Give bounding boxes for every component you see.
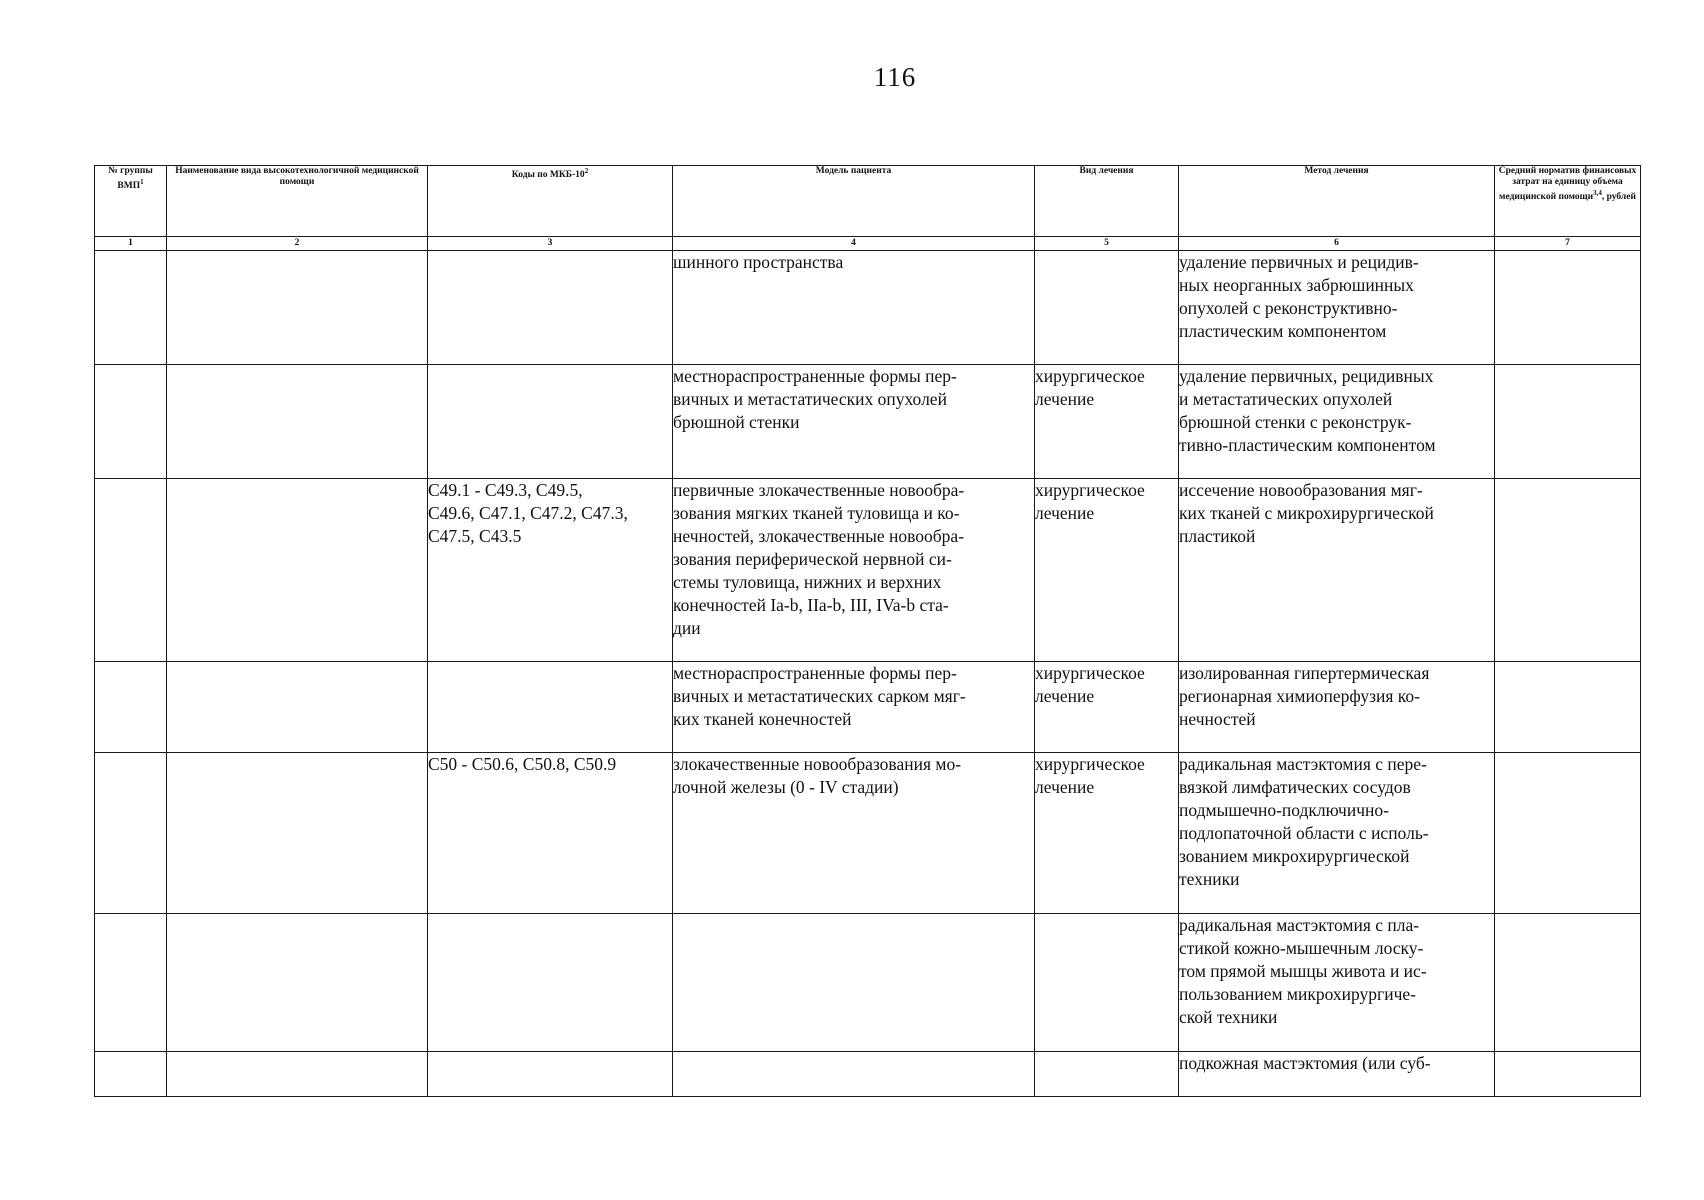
icd-codes-cell <box>428 365 673 479</box>
group-number-cell <box>95 365 167 479</box>
cost-standard-cell <box>1495 1052 1641 1097</box>
care-type-cell <box>167 1052 428 1097</box>
text-line: C47.5, C43.5 <box>428 526 522 546</box>
patient-model-cell <box>673 1052 1035 1097</box>
table-row <box>95 479 1641 662</box>
text-line: лечение <box>1035 777 1095 797</box>
care-type-cell <box>167 479 428 662</box>
treatment-type-cell <box>1035 251 1179 365</box>
text-line: пользованием микрохирургиче- <box>1179 984 1416 1004</box>
column-number: 1 <box>95 237 167 251</box>
treatment-type-cell <box>1035 662 1179 753</box>
icd-codes-cell <box>428 914 673 1052</box>
treatment-method-cell <box>1179 479 1495 662</box>
treatment-type-cell <box>1035 914 1179 1052</box>
text-line: подмышечно-подключично- <box>1179 800 1389 820</box>
text-line: первичные злокачественные новообра- <box>673 480 965 500</box>
text-line: C49.1 - C49.3, C49.5, <box>428 480 583 500</box>
text-line: и метастатических опухолей <box>1179 389 1393 409</box>
text-line: нечностей, злокачественные новообра- <box>673 526 965 546</box>
column-number-row <box>95 237 1641 251</box>
text-line: тивно-пластическим компонентом <box>1179 435 1436 455</box>
text-line: стемы туловища, нижних и верхних <box>673 572 942 592</box>
group-number-cell <box>95 1052 167 1097</box>
treatment-method-cell <box>1179 365 1495 479</box>
table-row <box>95 251 1641 365</box>
page-number: 116 <box>873 62 917 92</box>
text-line: дии <box>673 618 701 638</box>
text-line: лечение <box>1035 503 1095 523</box>
text-line: злокачественные новообразования мо- <box>673 754 962 774</box>
text-line: регионарная химиоперфузия ко- <box>1179 686 1420 706</box>
patient-model-cell <box>673 365 1035 479</box>
column-number: 3 <box>428 237 673 251</box>
text-line: C50 - C50.6, C50.8, C50.9 <box>428 754 617 774</box>
table-row <box>95 914 1641 1052</box>
group-number-cell <box>95 662 167 753</box>
text-line: изолированная гипертермическая <box>1179 663 1430 683</box>
cost-standard-cell <box>1495 251 1641 365</box>
text-line: подлопаточной области с исполь- <box>1179 823 1429 843</box>
patient-model-cell <box>673 662 1035 753</box>
patient-model-cell <box>673 251 1035 365</box>
text-line: удаление первичных, рецидивных <box>1179 366 1434 386</box>
text-line: ких тканей с микрохирургической <box>1179 503 1434 523</box>
header-cost-standard: Средний норматив финансовых затрат на единицу объема медицинской помощи$^{3,4}$, рублей <box>1495 166 1641 237</box>
treatment-type-cell <box>1035 365 1179 479</box>
text-line: нечностей <box>1179 709 1256 729</box>
text-line: стикой кожно-мышечным лоску- <box>1179 938 1424 958</box>
header-group-number: № группы ВМП$^1$ <box>95 166 167 237</box>
icd-codes-cell <box>428 753 673 914</box>
text-line: хирургическое <box>1035 480 1145 500</box>
text-line: зованием микрохирургической <box>1179 846 1410 866</box>
cost-standard-cell <box>1495 914 1641 1052</box>
text-line: ных неорганных забрюшинных <box>1179 275 1414 295</box>
table-row <box>95 1052 1641 1097</box>
text-line: лечение <box>1035 389 1095 409</box>
column-number: 6 <box>1179 237 1495 251</box>
header-icd-codes: Коды по МКБ-$10^2$ <box>428 166 673 237</box>
group-number-cell <box>95 479 167 662</box>
text-line: местнораспространенные формы пер- <box>673 663 957 683</box>
treatment-method-cell <box>1179 662 1495 753</box>
header-treatment-method: Метод лечения <box>1179 166 1495 237</box>
text-line: ких тканей конечностей <box>673 709 852 729</box>
patient-model-cell <box>673 753 1035 914</box>
icd-codes-cell <box>428 1052 673 1097</box>
text-line: вичных и метастатических опухолей <box>673 389 947 409</box>
text-line: опухолей с реконструктивно- <box>1179 298 1398 318</box>
cost-standard-cell <box>1495 753 1641 914</box>
header-patient-model: Модель пациента <box>673 166 1035 237</box>
table-row <box>95 365 1641 479</box>
patient-model-cell <box>673 914 1035 1052</box>
header-care-type: Наименование вида высокотехнологичной медицинской помощи <box>167 166 428 237</box>
text-line: ской техники <box>1179 1007 1278 1027</box>
treatment-type-cell <box>1035 479 1179 662</box>
care-type-cell <box>167 753 428 914</box>
group-number-cell <box>95 251 167 365</box>
table-row <box>95 662 1641 753</box>
table-row <box>95 753 1641 914</box>
column-number: 4 <box>673 237 1035 251</box>
care-type-cell <box>167 251 428 365</box>
text-line: лочной железы (0 - IV стадии) <box>673 777 899 797</box>
column-number: 7 <box>1495 237 1641 251</box>
care-type-cell <box>167 662 428 753</box>
text-line: зования периферической нервной си- <box>673 549 952 569</box>
treatment-type-cell <box>1035 1052 1179 1097</box>
text-line: техники <box>1179 869 1240 889</box>
cost-standard-cell <box>1495 365 1641 479</box>
text-line: хирургическое <box>1035 754 1145 774</box>
treatment-method-cell <box>1179 753 1495 914</box>
table-body <box>95 251 1641 1097</box>
column-number: 5 <box>1035 237 1179 251</box>
group-number-cell <box>95 914 167 1052</box>
text-line: вичных и метастатических сарком мяг- <box>673 686 966 706</box>
text-line: иссечение новообразования мяг- <box>1179 480 1423 500</box>
care-type-cell <box>167 914 428 1052</box>
cost-standard-cell <box>1495 662 1641 753</box>
patient-model-cell <box>673 479 1035 662</box>
text-line: зования мягких тканей туловища и ко- <box>673 503 960 523</box>
icd-codes-cell <box>428 479 673 662</box>
text-line: радикальная мастэктомия с пла- <box>1179 915 1420 935</box>
treatment-method-cell <box>1179 251 1495 365</box>
text-line: C49.6, C47.1, C47.2, C47.3, <box>428 503 628 523</box>
text-line: подкожная мастэктомия (или суб- <box>1179 1053 1431 1073</box>
header-treatment-type: Вид лечения <box>1035 166 1179 237</box>
text-line: том прямой мышцы живота и ис- <box>1179 961 1427 981</box>
text-line: вязкой лимфатических сосудов <box>1179 777 1411 797</box>
icd-codes-cell <box>428 251 673 365</box>
group-number-cell <box>95 753 167 914</box>
text-line: пластикой <box>1179 526 1256 546</box>
treatment-method-cell <box>1179 914 1495 1052</box>
column-number: 2 <box>167 237 428 251</box>
text-line: шинного пространства <box>673 252 844 272</box>
vmp-table <box>94 165 1641 1097</box>
header-row <box>95 166 1641 237</box>
text-line: радикальная мастэктомия с пере- <box>1179 754 1427 774</box>
text-line: конечностей Ia-b, IIa-b, III, IVa-b ста- <box>673 595 949 615</box>
cost-standard-cell <box>1495 479 1641 662</box>
icd-codes-cell <box>428 662 673 753</box>
text-line: брюшной стенки с реконструк- <box>1179 412 1412 432</box>
treatment-method-cell <box>1179 1052 1495 1097</box>
text-line: хирургическое <box>1035 663 1145 683</box>
text-line: хирургическое <box>1035 366 1145 386</box>
text-line: местнораспространенные формы пер- <box>673 366 957 386</box>
treatment-type-cell <box>1035 753 1179 914</box>
text-line: брюшной стенки <box>673 412 800 432</box>
text-line: лечение <box>1035 686 1095 706</box>
text-line: пластическим компонентом <box>1179 321 1387 341</box>
text-line: удаление первичных и рецидив- <box>1179 252 1419 272</box>
care-type-cell <box>167 365 428 479</box>
